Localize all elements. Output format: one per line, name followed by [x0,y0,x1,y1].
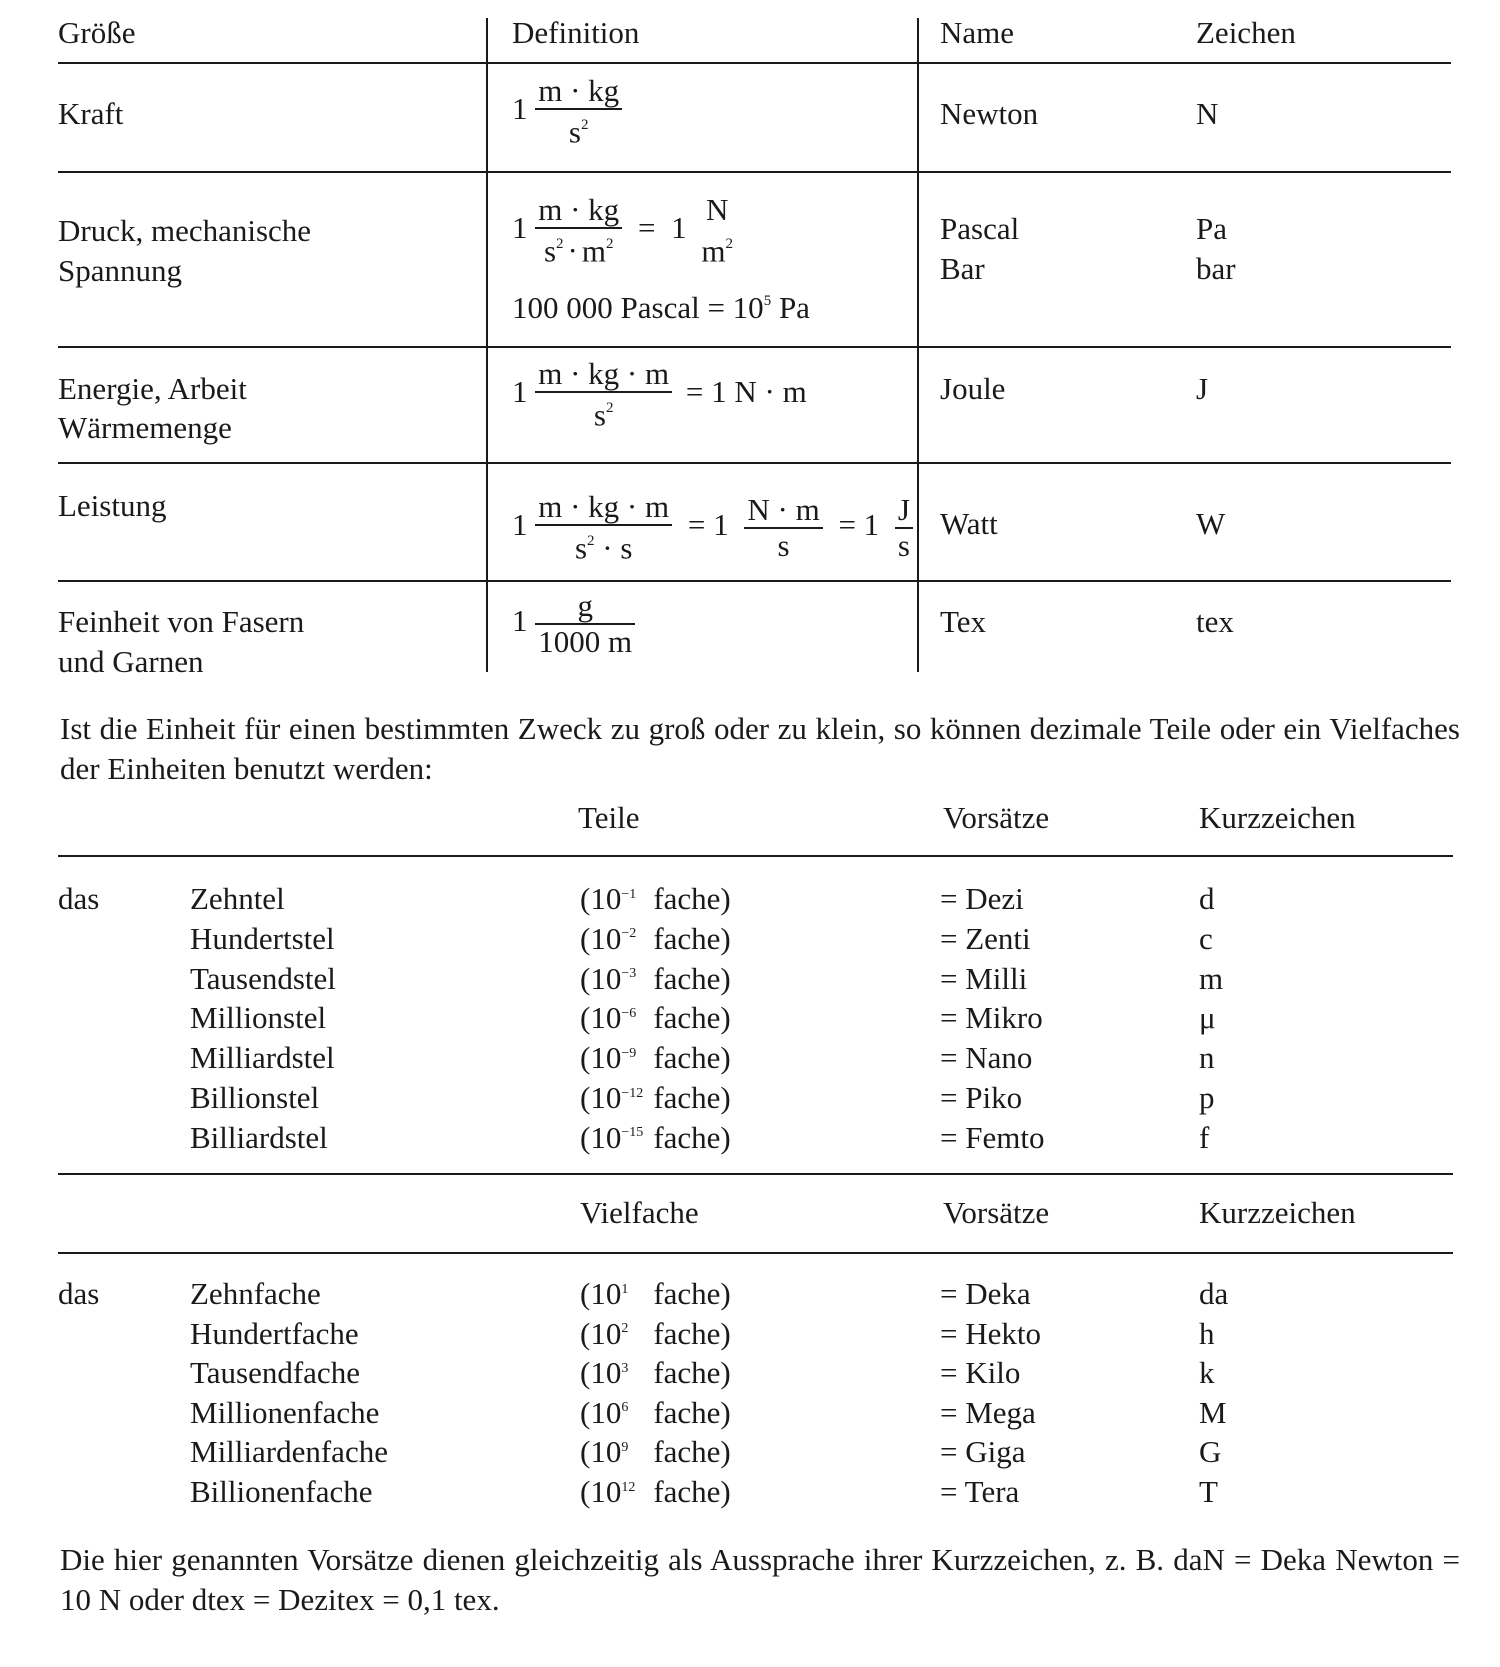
header-definition: Definition [512,15,640,50]
unit-symbol: W [1196,506,1226,541]
row-divider [58,580,1451,582]
fraction-denominator: 1000 m [535,623,635,659]
formula-rest: = 1 N · m [685,373,807,409]
power-of-ten: (106 fache) [580,1394,731,1430]
formula-coefficient: 1 [512,506,528,542]
formula-fraction [535,589,635,659]
unit-symbol: Pa [1196,211,1227,246]
unit-name: Bar [940,251,985,286]
prefix-symbol: k [1199,1355,1215,1391]
header-quantity: Größe [58,15,136,50]
prefix-fraction-name: Billionenfache [190,1474,373,1509]
power-of-ten: (10−6 fache) [580,1000,731,1036]
prefix-symbol: c [1199,920,1213,956]
prefix-name: = Zenti [940,920,1031,956]
prefix-symbol: T [1199,1474,1218,1509]
formula-fraction [744,493,822,563]
formula-fraction [535,74,622,149]
prefix-fraction-name: Milliardenfache [190,1434,388,1470]
unit-symbol: bar [1196,251,1236,286]
prefix-fraction-name: Hundertstel [190,920,335,956]
header-symbols: Kurzzeichen [1199,1195,1356,1230]
header-prefixes: Vorsätze [943,1195,1050,1230]
quantity-label: Spannung [58,253,182,288]
header-symbol: Zeichen [1196,15,1296,50]
formula-equals: = 1 [687,506,729,542]
unit-name: Watt [940,506,998,541]
row-divider [58,171,1451,173]
prefix-name: = Giga [940,1434,1026,1470]
closing-paragraph: Die hier genannten Vorsätze dienen gleichzeitig als Aussprache ihrer Kurzzeichen, z. B. daN = Deka Newton = 10 N oder dtex = Dezitex = 0,1 tex. [60,1542,1460,1617]
power-of-ten: (109 fache) [580,1434,731,1470]
prefix-name: = Femto [940,1119,1045,1155]
fraction-denominator: s [744,527,822,563]
fraction-numerator: m · kg [538,73,620,108]
intro-paragraph: Ist die Einheit für einen bestimmten Zweck zu groß oder zu klein, so können dezimale Teile oder ein Vielfaches der Einheiten benutzt werden: [60,711,1460,786]
power-of-ten: (10−12 fache) [580,1080,731,1115]
quantity-label: Wärmemenge [58,410,232,445]
formula-fraction [895,493,913,563]
power-of-ten: (10−3 fache) [580,960,731,996]
prefix-name: = Mikro [940,1000,1043,1036]
power-of-ten: (10−2 fache) [580,920,731,956]
quantity-label: Druck, mechanische [58,213,312,248]
fraction-numerator: g [577,588,593,623]
fraction-denominator: $m^2$ [701,233,734,269]
unit-name: Joule [940,371,1006,406]
prefix-symbol: M [1199,1394,1227,1430]
prefix-fraction-name: Billionstel [190,1080,320,1115]
prefix-symbol: G [1199,1434,1222,1470]
definition-equivalence: 100 000 Pascal = $10^5$ Pa [512,290,810,325]
header-prefixes: Vorsätze [943,800,1050,835]
fraction-numerator: m · kg [538,192,620,227]
prefix-name: = Nano [940,1040,1033,1076]
prefix-fraction-name: Tausendstel [190,960,336,996]
prefix-symbol: d [1199,881,1215,916]
fraction-numerator: m · kg · m [538,356,670,391]
prefix-fraction-name: Tausendfache [190,1355,360,1391]
unit-symbol: J [1196,371,1209,406]
header-multiples: Vielfache [580,1195,699,1230]
fraction-numerator: J [897,491,910,527]
quantity-label: und Garnen [58,644,204,679]
column-divider [486,18,488,672]
prefix-name: = Dezi [940,881,1024,916]
fraction-denominator: $s^2 \cdot m^2$ [535,227,622,268]
quantity-label: Feinheit von Fasern [58,604,305,639]
unit-name: Newton [940,96,1039,131]
header-name: Name [940,15,1015,50]
power-of-ten: (103 fache) [580,1355,731,1391]
formula-coefficient: 1 [512,373,528,409]
definition-formula [512,74,622,149]
prefix-symbol: f [1199,1119,1210,1155]
prefix-symbol: μ [1199,1000,1216,1036]
header-symbols: Kurzzeichen [1199,800,1356,835]
article-label: das [58,881,100,916]
article-label: das [58,1276,100,1311]
prefix-fraction-name: Zehnfache [190,1276,321,1311]
power-of-ten: (101 fache) [580,1276,731,1311]
row-divider [58,62,1451,64]
definition-formula [512,589,635,659]
formula-equals: = [637,209,656,245]
power-of-ten: (10−15 fache) [580,1119,731,1155]
section-rule [58,1173,1453,1175]
prefix-fraction-name: Hundertfache [190,1315,359,1351]
fraction-denominator: s [895,527,913,563]
prefix-name: = Deka [940,1276,1031,1311]
column-divider [917,18,919,672]
prefix-symbol: m [1199,960,1224,996]
prefix-name: = Tera [940,1474,1020,1509]
prefix-symbol: h [1199,1315,1215,1351]
prefix-name: = Kilo [940,1355,1021,1391]
formula-coefficient: 1 [512,90,528,126]
fraction-denominator: $s^2$ [535,108,622,149]
quantity-label: Energie, Arbeit [58,371,247,406]
prefix-fraction-name: Milliardstel [190,1040,335,1076]
power-of-ten: (10−1 fache) [580,881,731,916]
unit-symbol: tex [1196,604,1234,639]
prefix-fraction-name: Millionstel [190,1000,327,1036]
prefix-name: = Piko [940,1080,1023,1115]
formula-fraction [535,193,622,268]
prefix-name: = Mega [940,1394,1036,1430]
formula-coefficient: 1 [512,209,528,245]
unit-name: Pascal [940,211,1020,246]
fraction-numerator: N · m [747,491,820,527]
power-of-ten: (10−9 fache) [580,1040,731,1076]
header-rule [58,855,1453,857]
fraction-numerator: N [706,192,729,227]
prefix-fraction-name: Zehntel [190,881,285,916]
prefix-name: = Hekto [940,1315,1041,1351]
prefix-fraction-name: Millionenfache [190,1394,380,1430]
prefix-fraction-name: Billiardstel [190,1119,328,1155]
formula-coefficient: 1 [671,209,687,245]
formula-equals: = 1 [838,506,880,542]
row-divider [58,346,1451,348]
quantity-label: Kraft [58,96,124,131]
definition-formula [512,490,913,565]
header-rule [58,1252,1453,1254]
prefix-name: = Milli [940,960,1028,996]
prefix-symbol: da [1199,1276,1229,1311]
formula-fraction [698,193,736,268]
fraction-denominator: $s^2$ [535,391,672,432]
unit-name: Tex [940,604,987,639]
definition-formula [512,193,736,268]
row-divider [58,462,1451,464]
fraction-denominator: $s^2 \cdot s$ [535,524,672,565]
power-of-ten: (102 fache) [580,1315,731,1351]
power-of-ten: (1012 fache) [580,1474,731,1509]
formula-fraction [535,357,672,432]
quantity-label: Leistung [58,488,167,523]
prefix-symbol: n [1199,1040,1215,1076]
unit-symbol: N [1196,96,1219,131]
header-parts: Teile [578,800,640,835]
fraction-numerator: m · kg · m [538,489,670,524]
formula-coefficient: 1 [512,603,528,639]
formula-fraction [535,490,672,565]
definition-formula [512,357,807,432]
prefix-symbol: p [1199,1080,1215,1115]
